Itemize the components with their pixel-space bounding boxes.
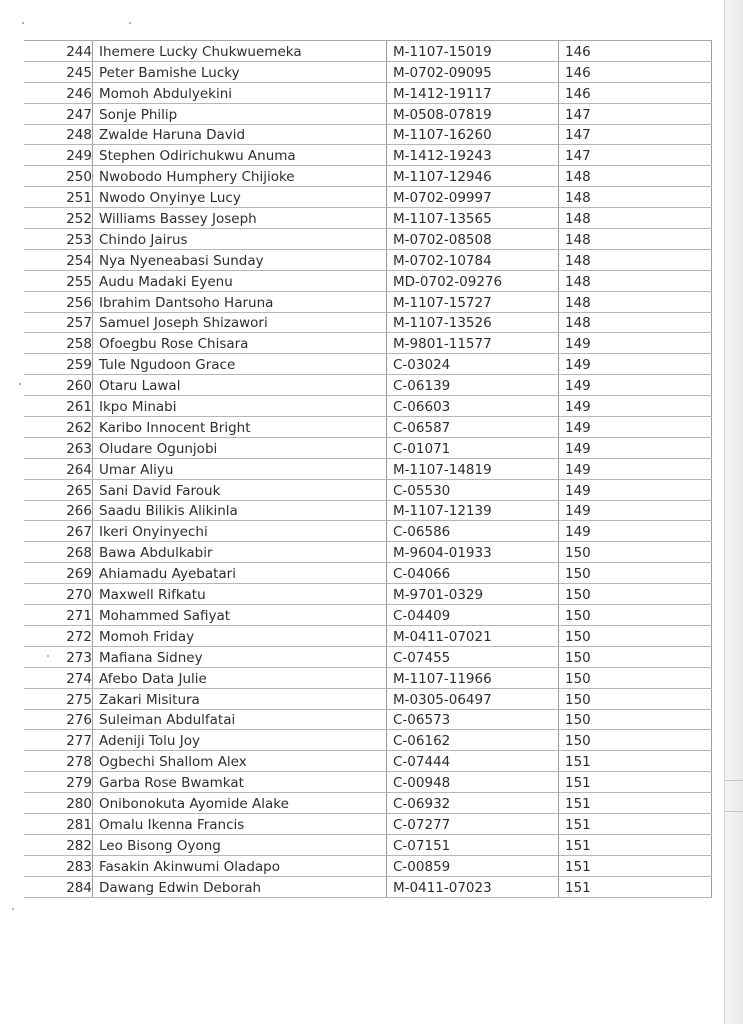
- group-number: 150: [559, 584, 712, 605]
- scan-speck: [129, 22, 131, 24]
- group-number: 150: [559, 542, 712, 563]
- row-number: 244: [24, 41, 93, 62]
- table-row: [24, 458, 712, 479]
- group-number: 148: [559, 208, 712, 229]
- member-name: Momoh Friday: [93, 625, 387, 646]
- table-row: [24, 333, 712, 354]
- group-number: 150: [559, 730, 712, 751]
- member-name: Ihemere Lucky Chukwuemeka: [93, 41, 387, 62]
- table-row: [24, 772, 712, 793]
- table-row: [24, 270, 712, 291]
- table-row: [24, 751, 712, 772]
- member-id: M-1412-19117: [387, 82, 559, 103]
- group-number: 148: [559, 312, 712, 333]
- member-name: Umar Aliyu: [93, 458, 387, 479]
- member-id: C-06139: [387, 375, 559, 396]
- member-id: C-03024: [387, 354, 559, 375]
- table-row: [24, 312, 712, 333]
- member-id: M-1107-12139: [387, 500, 559, 521]
- group-number: 149: [559, 333, 712, 354]
- row-number: 259: [24, 354, 93, 375]
- table-row: [24, 354, 712, 375]
- member-id: C-06587: [387, 417, 559, 438]
- table-row: [24, 208, 712, 229]
- group-number: 147: [559, 145, 712, 166]
- row-number: 255: [24, 270, 93, 291]
- row-number: 254: [24, 249, 93, 270]
- member-name: Williams Bassey Joseph: [93, 208, 387, 229]
- row-number: 265: [24, 479, 93, 500]
- member-id: C-07444: [387, 751, 559, 772]
- table-row: [24, 876, 712, 897]
- table-row: [24, 834, 712, 855]
- table-row: [24, 667, 712, 688]
- member-name: Nwodo Onyinye Lucy: [93, 187, 387, 208]
- member-id: M-1107-13565: [387, 208, 559, 229]
- member-name: Zwalde Haruna David: [93, 124, 387, 145]
- member-id: MD-0702-09276: [387, 270, 559, 291]
- member-id: M-1107-14819: [387, 458, 559, 479]
- roster-table-body: [24, 41, 712, 898]
- group-number: 150: [559, 625, 712, 646]
- table-row: [24, 500, 712, 521]
- row-number: 281: [24, 813, 93, 834]
- member-id: C-06162: [387, 730, 559, 751]
- table-row: [24, 730, 712, 751]
- member-name: Dawang Edwin Deborah: [93, 876, 387, 897]
- group-number: 148: [559, 270, 712, 291]
- group-number: 150: [559, 688, 712, 709]
- row-number: 274: [24, 667, 93, 688]
- group-number: 149: [559, 458, 712, 479]
- scanned-page-edge: [724, 0, 743, 1024]
- member-name: Mafiana Sidney: [93, 646, 387, 667]
- row-number: 277: [24, 730, 93, 751]
- member-id: C-05530: [387, 479, 559, 500]
- table-row: [24, 375, 712, 396]
- group-number: 146: [559, 41, 712, 62]
- row-number: 272: [24, 625, 93, 646]
- row-number: 280: [24, 793, 93, 814]
- row-number: 258: [24, 333, 93, 354]
- table-row: [24, 417, 712, 438]
- member-name: Omalu Ikenna Francis: [93, 813, 387, 834]
- member-id: C-06573: [387, 709, 559, 730]
- member-id: M-9801-11577: [387, 333, 559, 354]
- member-id: M-9604-01933: [387, 542, 559, 563]
- table-row: [24, 479, 712, 500]
- table-row: [24, 41, 712, 62]
- member-name: Leo Bisong Oyong: [93, 834, 387, 855]
- group-number: 150: [559, 646, 712, 667]
- row-number: 246: [24, 82, 93, 103]
- page-edge-notch: [725, 780, 743, 812]
- group-number: 148: [559, 229, 712, 250]
- group-number: 150: [559, 667, 712, 688]
- member-id: M-1107-16260: [387, 124, 559, 145]
- row-number: 249: [24, 145, 93, 166]
- row-number: 248: [24, 124, 93, 145]
- table-row: [24, 625, 712, 646]
- row-number: 278: [24, 751, 93, 772]
- group-number: 149: [559, 396, 712, 417]
- scan-speck: [12, 908, 14, 910]
- table-row: [24, 145, 712, 166]
- table-row: [24, 61, 712, 82]
- table-row: [24, 291, 712, 312]
- table-row: [24, 103, 712, 124]
- row-number: 267: [24, 521, 93, 542]
- table-row: [24, 563, 712, 584]
- member-id: M-0305-06497: [387, 688, 559, 709]
- table-row: [24, 437, 712, 458]
- member-id: C-06603: [387, 396, 559, 417]
- group-number: 150: [559, 605, 712, 626]
- member-id: M-9701-0329: [387, 584, 559, 605]
- group-number: 151: [559, 751, 712, 772]
- row-number: 247: [24, 103, 93, 124]
- member-id: M-0508-07819: [387, 103, 559, 124]
- member-name: Ahiamadu Ayebatari: [93, 563, 387, 584]
- group-number: 149: [559, 354, 712, 375]
- table-row: [24, 229, 712, 250]
- group-number: 149: [559, 521, 712, 542]
- table-row: [24, 793, 712, 814]
- member-id: M-0411-07021: [387, 625, 559, 646]
- member-name: Nwobodo Humphery Chijioke: [93, 166, 387, 187]
- row-number: 245: [24, 61, 93, 82]
- row-number: 262: [24, 417, 93, 438]
- group-number: 151: [559, 793, 712, 814]
- row-number: 269: [24, 563, 93, 584]
- row-number: 283: [24, 855, 93, 876]
- member-name: Saadu Bilikis Alikinla: [93, 500, 387, 521]
- member-id: M-0702-09997: [387, 187, 559, 208]
- member-id: C-00859: [387, 855, 559, 876]
- row-number: 251: [24, 187, 93, 208]
- group-number: 149: [559, 417, 712, 438]
- row-number: 256: [24, 291, 93, 312]
- row-number: 263: [24, 437, 93, 458]
- member-name: Zakari Misitura: [93, 688, 387, 709]
- row-number: 266: [24, 500, 93, 521]
- group-number: 148: [559, 249, 712, 270]
- member-name: Adeniji Tolu Joy: [93, 730, 387, 751]
- group-number: 151: [559, 855, 712, 876]
- row-number: 261: [24, 396, 93, 417]
- table-row: [24, 688, 712, 709]
- member-id: C-01071: [387, 437, 559, 458]
- member-id: C-07151: [387, 834, 559, 855]
- table-row: [24, 709, 712, 730]
- member-name: Bawa Abdulkabir: [93, 542, 387, 563]
- member-name: Peter Bamishe Lucky: [93, 61, 387, 82]
- table-row: [24, 813, 712, 834]
- group-number: 147: [559, 103, 712, 124]
- member-name: Oludare Ogunjobi: [93, 437, 387, 458]
- member-id: M-0702-08508: [387, 229, 559, 250]
- member-id: C-04066: [387, 563, 559, 584]
- member-id: M-1107-12946: [387, 166, 559, 187]
- table-row: [24, 584, 712, 605]
- group-number: 149: [559, 500, 712, 521]
- member-id: C-06932: [387, 793, 559, 814]
- member-name: Onibonokuta Ayomide Alake: [93, 793, 387, 814]
- member-name: Nya Nyeneabasi Sunday: [93, 249, 387, 270]
- group-number: 150: [559, 563, 712, 584]
- table-row: [24, 521, 712, 542]
- row-number: 282: [24, 834, 93, 855]
- member-name: Ogbechi Shallom Alex: [93, 751, 387, 772]
- member-id: C-00948: [387, 772, 559, 793]
- member-id: C-07455: [387, 646, 559, 667]
- member-name: Samuel Joseph Shizawori: [93, 312, 387, 333]
- group-number: 149: [559, 375, 712, 396]
- member-name: Chindo Jairus: [93, 229, 387, 250]
- member-name: Sonje Philip: [93, 103, 387, 124]
- member-name: Sani David Farouk: [93, 479, 387, 500]
- member-name: Ikpo Minabi: [93, 396, 387, 417]
- row-number: 279: [24, 772, 93, 793]
- row-number: 260: [24, 375, 93, 396]
- member-name: Suleiman Abdulfatai: [93, 709, 387, 730]
- member-id: M-1107-13526: [387, 312, 559, 333]
- member-name: Ofoegbu Rose Chisara: [93, 333, 387, 354]
- member-id: M-1107-11966: [387, 667, 559, 688]
- table-row: [24, 855, 712, 876]
- scan-speck: [22, 22, 24, 24]
- group-number: 151: [559, 876, 712, 897]
- row-number: 273: [24, 646, 93, 667]
- row-number: 252: [24, 208, 93, 229]
- member-id: C-06586: [387, 521, 559, 542]
- group-number: 151: [559, 813, 712, 834]
- row-number: 264: [24, 458, 93, 479]
- row-number: 276: [24, 709, 93, 730]
- group-number: 146: [559, 61, 712, 82]
- member-id: M-1107-15019: [387, 41, 559, 62]
- group-number: 149: [559, 437, 712, 458]
- row-number: 250: [24, 166, 93, 187]
- member-name: Garba Rose Bwamkat: [93, 772, 387, 793]
- row-number: 253: [24, 229, 93, 250]
- member-name: Mohammed Safiyat: [93, 605, 387, 626]
- member-id: M-0702-09095: [387, 61, 559, 82]
- table-row: [24, 187, 712, 208]
- row-number: 284: [24, 876, 93, 897]
- table-row: [24, 542, 712, 563]
- member-name: Maxwell Rifkatu: [93, 584, 387, 605]
- row-number: 257: [24, 312, 93, 333]
- table-row: [24, 166, 712, 187]
- scan-speck: [19, 383, 21, 385]
- member-id: M-0702-10784: [387, 249, 559, 270]
- group-number: 146: [559, 82, 712, 103]
- group-number: 148: [559, 166, 712, 187]
- roster-table: [24, 40, 712, 898]
- row-number: 275: [24, 688, 93, 709]
- member-name: Ikeri Onyinyechi: [93, 521, 387, 542]
- member-name: Afebo Data Julie: [93, 667, 387, 688]
- member-id: M-1412-19243: [387, 145, 559, 166]
- row-number: 270: [24, 584, 93, 605]
- table-row: [24, 249, 712, 270]
- member-name: Momoh Abdulyekini: [93, 82, 387, 103]
- table-row: [24, 124, 712, 145]
- group-number: 147: [559, 124, 712, 145]
- member-id: C-04409: [387, 605, 559, 626]
- member-name: Ibrahim Dantsoho Haruna: [93, 291, 387, 312]
- member-name: Audu Madaki Eyenu: [93, 270, 387, 291]
- group-number: 148: [559, 187, 712, 208]
- table-row: [24, 82, 712, 103]
- member-name: Otaru Lawal: [93, 375, 387, 396]
- table-row: [24, 396, 712, 417]
- group-number: 151: [559, 772, 712, 793]
- group-number: 149: [559, 479, 712, 500]
- member-name: Stephen Odirichukwu Anuma: [93, 145, 387, 166]
- member-name: Tule Ngudoon Grace: [93, 354, 387, 375]
- table-row: [24, 646, 712, 667]
- member-id: C-07277: [387, 813, 559, 834]
- group-number: 148: [559, 291, 712, 312]
- group-number: 150: [559, 709, 712, 730]
- row-number: 271: [24, 605, 93, 626]
- row-number: 268: [24, 542, 93, 563]
- member-name: Fasakin Akinwumi Oladapo: [93, 855, 387, 876]
- group-number: 151: [559, 834, 712, 855]
- member-id: M-1107-15727: [387, 291, 559, 312]
- table-row: [24, 605, 712, 626]
- member-id: M-0411-07023: [387, 876, 559, 897]
- member-name: Karibo Innocent Bright: [93, 417, 387, 438]
